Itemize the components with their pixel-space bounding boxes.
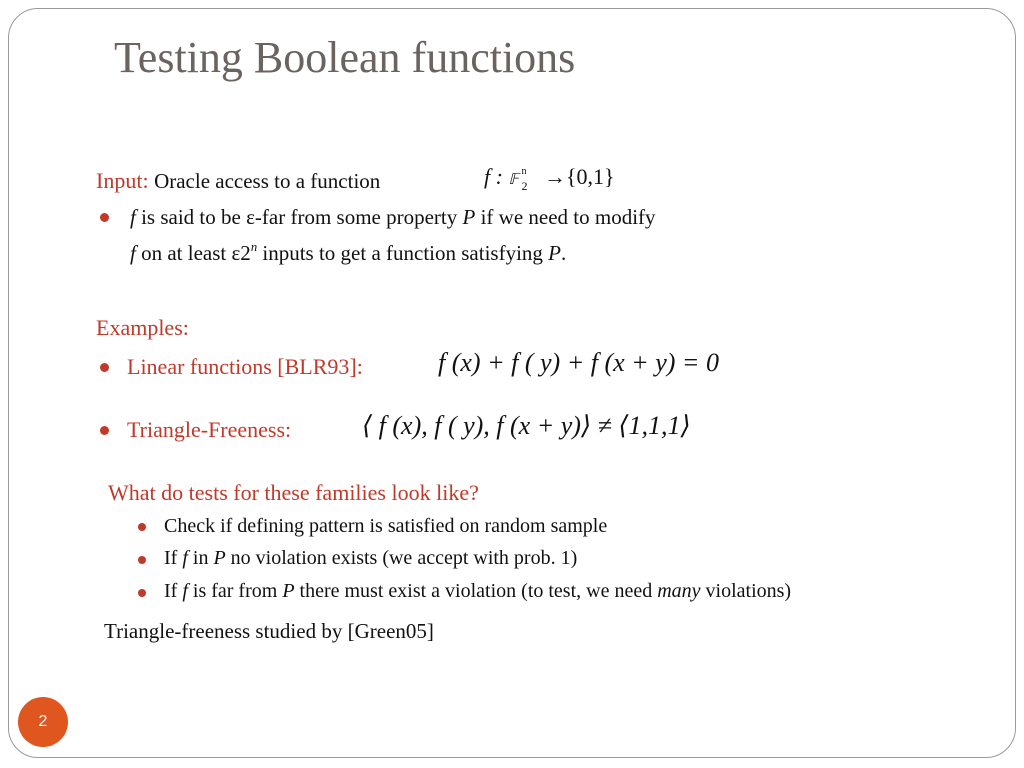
formula-rhs: →{0,1} xyxy=(543,164,615,189)
slide-frame xyxy=(8,8,1016,758)
input-line xyxy=(96,168,380,194)
input-label: Input: xyxy=(96,168,149,193)
far-def-line2: f on at least ε2$^n$ inputs to get a function satisfying P. xyxy=(130,240,567,265)
bullet-dot xyxy=(100,426,109,435)
footer-note: Triangle-freeness studied by [Green05] xyxy=(104,619,434,643)
far-def-line1: f is said to be ε-far from some property P if we need to modify xyxy=(130,205,656,229)
triangle-label: Triangle-Freeness: xyxy=(127,417,292,442)
triangle-formula: ⟨ f (x), f ( y), f (x + y)⟩ ≠ ⟨1,1,1⟩ xyxy=(362,411,691,440)
tests-bullet-1: Check if defining pattern is satisfied on random sample xyxy=(164,515,608,537)
bullet-dot xyxy=(138,523,146,531)
page-number-badge: 2 xyxy=(18,697,68,747)
linear-label: Linear functions [BLR93]: xyxy=(127,354,363,379)
bullet-dot xyxy=(100,213,109,222)
formula-lhs: f : xyxy=(484,164,503,189)
bullet-dot xyxy=(100,363,109,372)
bullet-dot xyxy=(138,556,146,564)
linear-formula: f (x) + f ( y) + f (x + y) = 0 xyxy=(438,348,719,377)
input-text: Oracle access to a function xyxy=(154,169,381,193)
page-title: Testing Boolean functions xyxy=(114,33,576,82)
field-symbol: 𝔽 n 2 xyxy=(508,166,528,193)
tests-question: What do tests for these families look like? xyxy=(108,480,479,505)
examples-label: Examples: xyxy=(96,315,189,340)
tests-bullet-2: If f in P no violation exists (we accept with prob. 1) xyxy=(164,547,578,569)
bullet-dot xyxy=(138,589,146,597)
tests-bullet-3: If f is far from P there must exist a violation (to test, we need many violations) xyxy=(164,580,792,602)
input-formula xyxy=(484,164,615,193)
